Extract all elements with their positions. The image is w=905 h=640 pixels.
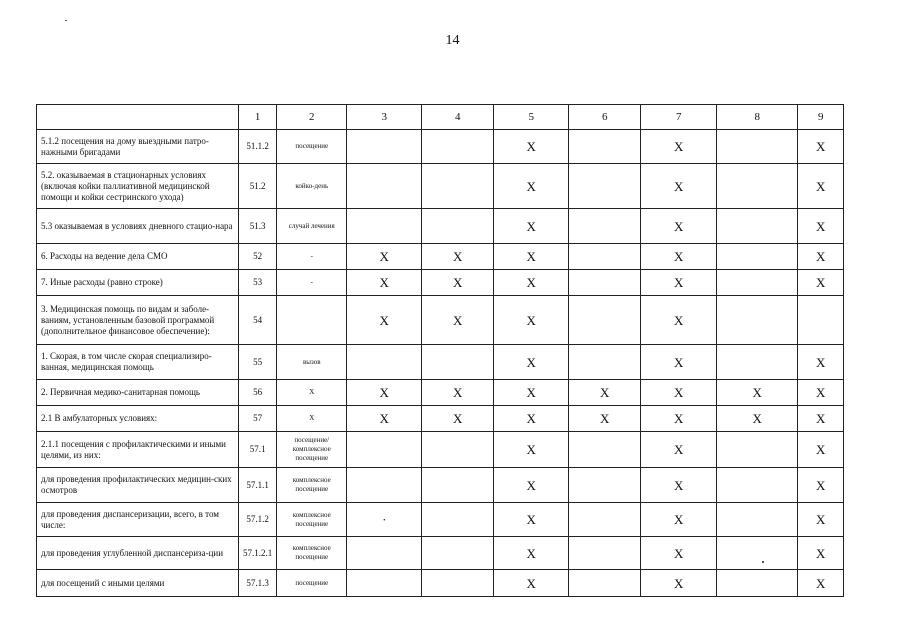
cell-col-8 [717,432,798,468]
cell-col-6: X [569,380,641,406]
cell-col-5: X [494,432,569,468]
header-cell: 1 [239,105,277,130]
table-row [37,503,844,537]
cell-col-7: X [641,209,717,244]
cell-col-7: X [641,380,717,406]
cell-col-4 [422,570,494,597]
cell-col-5: X [494,270,569,296]
data-table [36,104,844,597]
header-cell: 6 [569,105,641,130]
table-row [37,244,844,270]
cell-col-5: X [494,345,569,380]
row-unit: комплексное посещение [277,503,347,537]
row-unit: случай лечения [277,209,347,244]
row-description: 6. Расходы на ведение дела СМО [37,244,239,270]
row-description: для посещений с иными целями [37,570,239,597]
table-row [37,468,844,503]
cell-col-5: X [494,503,569,537]
row-code: 52 [239,244,277,270]
table-row [37,209,844,244]
cell-col-8 [717,503,798,537]
cell-col-8 [717,270,798,296]
cell-col-8 [717,296,798,345]
cell-col-6 [569,130,641,164]
cell-col-9: X [798,130,844,164]
cell-col-6 [569,209,641,244]
row-description: 2.1.1 посещения с профилактическими и иными целями, из них: [37,432,239,468]
row-description: 5.2. оказываемая в стационарных условиях (включая койки паллиативной медицинской помощи и койки сестринского ухода) [37,164,239,209]
cell-col-4: X [422,380,494,406]
row-unit: комплексное посещение [277,468,347,503]
cell-col-3: X [347,296,422,345]
cell-col-6 [569,432,641,468]
header-cell: 2 [277,105,347,130]
cell-col-4: X [422,270,494,296]
cell-col-6: X [569,406,641,432]
row-description: 2.1 В амбулаторных условиях: [37,406,239,432]
cell-col-3 [347,130,422,164]
cell-col-3 [347,468,422,503]
row-code: 57.1.3 [239,570,277,597]
row-code: 51.3 [239,209,277,244]
cell-col-6 [569,537,641,570]
row-code: 54 [239,296,277,345]
table-row [37,570,844,597]
cell-col-6 [569,468,641,503]
cell-col-7: X [641,270,717,296]
cell-col-5: X [494,537,569,570]
cell-col-5: X [494,570,569,597]
row-description: 3. Медицинская помощь по видам и заболе-ваниям, установленным базовой программой (дополнительное финансовое обеспечение): [37,296,239,345]
cell-col-3 [347,570,422,597]
cell-col-4 [422,164,494,209]
cell-col-6 [569,570,641,597]
cell-col-7: X [641,503,717,537]
cell-col-4 [422,209,494,244]
cell-col-3 [347,209,422,244]
cell-col-6 [569,296,641,345]
table-row [37,345,844,380]
row-code: 57.1.1 [239,468,277,503]
table-row [37,164,844,209]
row-unit: X [277,406,347,432]
cell-col-7: X [641,406,717,432]
cell-col-9: X [798,270,844,296]
row-code: 55 [239,345,277,380]
cell-col-4 [422,130,494,164]
cell-col-3 [347,164,422,209]
cell-col-7: X [641,130,717,164]
cell-col-9: X [798,164,844,209]
cell-col-4: X [422,296,494,345]
cell-col-8 [717,164,798,209]
cell-col-6 [569,244,641,270]
cell-col-8: X [717,406,798,432]
cell-col-6 [569,270,641,296]
cell-col-5: X [494,130,569,164]
cell-col-4 [422,432,494,468]
cell-col-9: X [798,380,844,406]
header-cell: 9 [798,105,844,130]
cell-col-3 [347,432,422,468]
cell-col-9: X [798,468,844,503]
table-row [37,406,844,432]
cell-col-9: X [798,244,844,270]
row-code: 51.2 [239,164,277,209]
table-row [37,432,844,468]
cell-col-4 [422,468,494,503]
cell-col-8 [717,209,798,244]
cell-col-4: X [422,244,494,270]
cell-col-9: X [798,345,844,380]
row-description: для проведения профилактических медицин-ских осмотров [37,468,239,503]
page-number: 14 [445,33,460,48]
cell-col-5: X [494,296,569,345]
row-code: 53 [239,270,277,296]
cell-col-9 [798,296,844,345]
cell-col-9: X [798,537,844,570]
cell-col-5: X [494,406,569,432]
row-description: 5.1.2 посещения на дому выездными патро-нажными бригадами [37,130,239,164]
cell-col-9: X [798,406,844,432]
row-description: 2. Первичная медико-санитарная помощь [37,380,239,406]
cell-col-7: X [641,468,717,503]
row-unit: - [277,244,347,270]
cell-col-3: X [347,270,422,296]
header-cell: 8 [717,105,798,130]
cell-col-9: X [798,209,844,244]
header-cell: 5 [494,105,569,130]
row-description: 5.3 оказываемая в условиях дневного стацио-нара [37,209,239,244]
cell-col-7: X [641,345,717,380]
row-unit: вызов [277,345,347,380]
cell-col-4 [422,503,494,537]
header-cell: 3 [347,105,422,130]
row-description: для проведения диспансеризации, всего, в том числе: [37,503,239,537]
cell-col-5: X [494,209,569,244]
row-code: 57 [239,406,277,432]
row-description: 1. Скорая, в том числе скорая специализиро-ванная, медицинская помощь [37,345,239,380]
cell-col-6 [569,164,641,209]
cell-col-8 [717,130,798,164]
header-cell [37,105,239,130]
cell-col-6 [569,345,641,380]
cell-col-3: X [347,380,422,406]
cell-col-8 [717,244,798,270]
row-unit: посещение/ комплексное посещение [277,432,347,468]
cell-col-9: X [798,503,844,537]
cell-col-4 [422,345,494,380]
cell-col-7: X [641,432,717,468]
cell-col-8 [717,345,798,380]
row-code: 57.1.2 [239,503,277,537]
cell-col-9: X [798,432,844,468]
cell-col-9: X [798,570,844,597]
cell-col-5: X [494,164,569,209]
cell-col-3 [347,537,422,570]
table-row [37,296,844,345]
cell-col-7: X [641,164,717,209]
cell-col-3: X [347,244,422,270]
row-unit: - [277,270,347,296]
row-unit: X [277,380,347,406]
row-unit [277,296,347,345]
cell-col-8: X [717,380,798,406]
table-row [37,537,844,570]
row-code: 56 [239,380,277,406]
header-cell: 4 [422,105,494,130]
cell-col-7: X [641,296,717,345]
table-row [37,270,844,296]
scan-speck [65,20,67,21]
row-code: 57.1 [239,432,277,468]
row-description: 7. Иные расходы (равно строке) [37,270,239,296]
cell-col-3: · [347,503,422,537]
table-row [37,380,844,406]
cell-col-7: X [641,537,717,570]
cell-col-5: X [494,380,569,406]
row-code: 57.1.2.1 [239,537,277,570]
cell-col-7: X [641,570,717,597]
cell-col-8 [717,468,798,503]
cell-col-4: X [422,406,494,432]
row-code: 51.1.2 [239,130,277,164]
cell-col-8 [717,537,798,570]
row-description: для проведения углубленной диспансериза-ции [37,537,239,570]
row-unit: койко-день [277,164,347,209]
cell-col-7: X [641,244,717,270]
cell-col-5: X [494,244,569,270]
table-header-row [37,105,844,130]
row-unit: посещение [277,130,347,164]
cell-col-3 [347,345,422,380]
cell-col-3: X [347,406,422,432]
cell-col-6 [569,503,641,537]
cell-col-4 [422,537,494,570]
row-unit: комплексное посещение [277,537,347,570]
cell-col-5: X [494,468,569,503]
row-unit: посещение [277,570,347,597]
table-row [37,130,844,164]
header-cell: 7 [641,105,717,130]
cell-col-8 [717,570,798,597]
